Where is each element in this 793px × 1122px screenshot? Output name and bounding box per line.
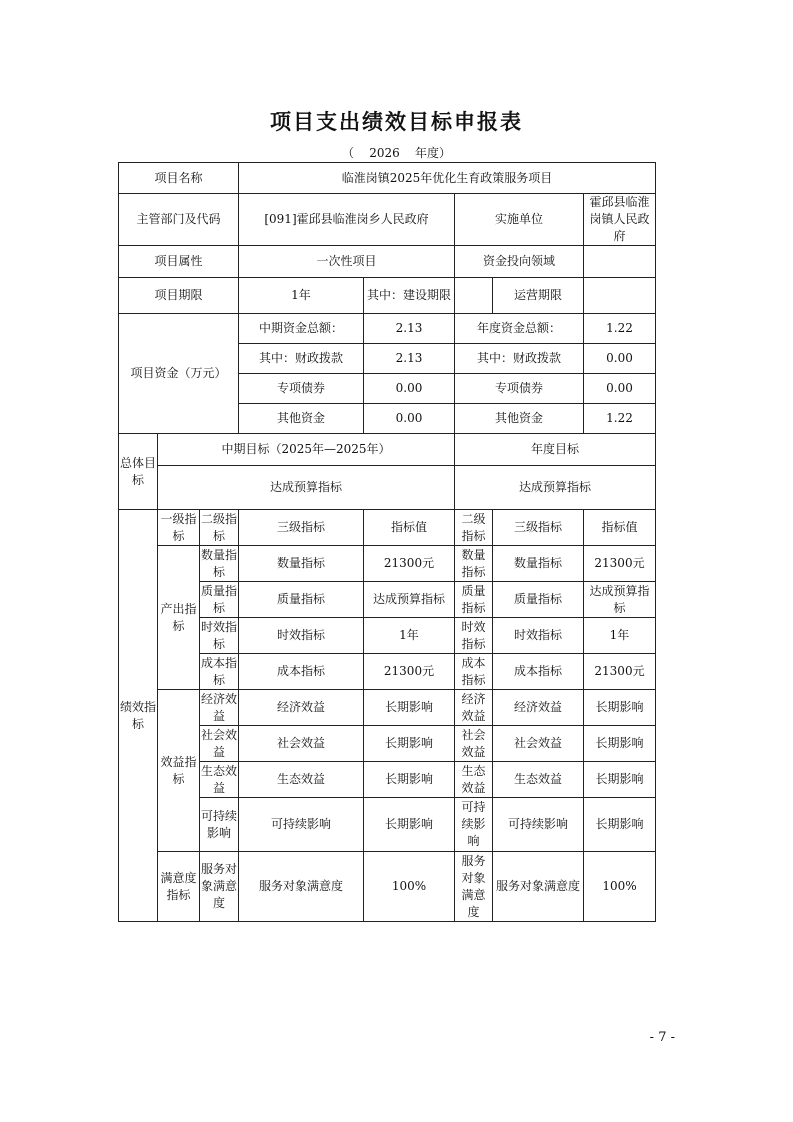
attr-value: 一次性项目 (239, 246, 455, 278)
indicator-lv2: 质量指标 (455, 582, 493, 618)
year-goal-header: 年度目标 (455, 434, 656, 466)
attr-label: 项目属性 (119, 246, 239, 278)
indicator-value: 100% (584, 852, 656, 922)
fund-mid-value: 2.13 (364, 344, 455, 374)
project-name-label: 项目名称 (119, 163, 239, 194)
indicator-lv2: 社会效益 (455, 726, 493, 762)
table-row (119, 726, 656, 762)
header-lv1: 一级指标 (158, 510, 200, 546)
indicator-value: 达成预算指标 (584, 582, 656, 618)
indicator-lv3: 可持续影响 (493, 798, 584, 852)
fund-mid-value: 0.00 (364, 374, 455, 404)
fund-year-label: 专项债券 (455, 374, 584, 404)
indicator-value: 1年 (584, 618, 656, 654)
indicator-lv3: 社会效益 (493, 726, 584, 762)
indicator-lv3: 经济效益 (493, 690, 584, 726)
indicator-lv3: 服务对象满意度 (493, 852, 584, 922)
op-period-value (584, 278, 656, 314)
performance-table (118, 162, 656, 922)
indicator-lv3: 社会效益 (239, 726, 364, 762)
group-name: 满意度指标 (158, 852, 200, 922)
indicator-value: 长期影响 (364, 762, 455, 798)
table-row (119, 582, 656, 618)
indicator-lv2: 可持续影响 (455, 798, 493, 852)
indicator-lv3: 质量指标 (239, 582, 364, 618)
table-row (119, 510, 656, 546)
page-title: 项目支出绩效目标申报表 (270, 109, 523, 134)
indicator-lv3: 时效指标 (493, 618, 584, 654)
op-period-label: 运营期限 (493, 278, 584, 314)
impl-unit-value: 霍邱县临淮岗镇人民政府 (584, 194, 656, 246)
indicator-value: 长期影响 (584, 762, 656, 798)
indicator-value: 100% (364, 852, 455, 922)
field-label: 资金投向领域 (455, 246, 584, 278)
indicator-lv3: 成本指标 (239, 654, 364, 690)
fund-year-label: 其他资金 (455, 404, 584, 434)
table-row (119, 163, 656, 194)
indicator-lv3: 数量指标 (493, 546, 584, 582)
fiscal-year: （ 2026 年度） (341, 146, 452, 160)
table-row (119, 654, 656, 690)
indicator-lv2: 生态效益 (200, 762, 239, 798)
table-row (119, 762, 656, 798)
group-name: 产出指标 (158, 546, 200, 690)
indicator-lv3: 服务对象满意度 (239, 852, 364, 922)
fund-mid-label: 其中：财政拨款 (239, 344, 364, 374)
period-value: 1年 (239, 278, 364, 314)
table-row (119, 546, 656, 582)
period-label: 项目期限 (119, 278, 239, 314)
indicator-value: 长期影响 (364, 726, 455, 762)
indicator-lv2: 成本指标 (200, 654, 239, 690)
indicator-lv2: 经济效益 (200, 690, 239, 726)
table-row (119, 690, 656, 726)
indicator-value: 长期影响 (584, 690, 656, 726)
indicator-lv3: 生态效益 (239, 762, 364, 798)
mid-goal-text: 达成预算指标 (158, 466, 455, 510)
indicator-lv2: 服务对象满意度 (200, 852, 239, 922)
dept-value: [091]霍邱县临淮岗乡人民政府 (239, 194, 455, 246)
dept-label: 主管部门及代码 (119, 194, 239, 246)
fund-year-value: 0.00 (584, 344, 656, 374)
table-row (119, 434, 656, 466)
indicator-value: 达成预算指标 (364, 582, 455, 618)
indicator-lv3: 生态效益 (493, 762, 584, 798)
indicator-lv3: 可持续影响 (239, 798, 364, 852)
indicator-lv2: 数量指标 (200, 546, 239, 582)
header-lv2: 二级指标 (455, 510, 493, 546)
indicator-lv2: 数量指标 (455, 546, 493, 582)
indicator-value: 21300元 (364, 654, 455, 690)
overall-goal-label: 总体目标 (119, 434, 158, 510)
fund-mid-label: 中期资金总额： (239, 314, 364, 344)
fund-year-value: 1.22 (584, 314, 656, 344)
project-name-value: 临淮岗镇2025年优化生育政策服务项目 (239, 163, 656, 194)
fund-year-label: 年度资金总额： (455, 314, 584, 344)
table-row (119, 278, 656, 314)
header-value: 指标值 (584, 510, 656, 546)
indicator-value: 长期影响 (584, 726, 656, 762)
indicator-lv3: 成本指标 (493, 654, 584, 690)
table-row (119, 852, 656, 922)
table-row (119, 618, 656, 654)
header-lv3: 三级指标 (493, 510, 584, 546)
indicator-lv2: 时效指标 (455, 618, 493, 654)
indicator-lv3: 时效指标 (239, 618, 364, 654)
table-row (119, 798, 656, 852)
fund-mid-label: 其他资金 (239, 404, 364, 434)
indicator-value: 长期影响 (364, 798, 455, 852)
indicator-lv2: 成本指标 (455, 654, 493, 690)
header-lv2: 二级指标 (200, 510, 239, 546)
indicator-value: 长期影响 (584, 798, 656, 852)
indicator-lv3: 质量指标 (493, 582, 584, 618)
fund-mid-value: 0.00 (364, 404, 455, 434)
indicator-value: 1年 (364, 618, 455, 654)
group-name: 效益指标 (158, 690, 200, 852)
header-value: 指标值 (364, 510, 455, 546)
indicator-lv2: 经济效益 (455, 690, 493, 726)
impl-unit-label: 实施单位 (455, 194, 584, 246)
table-row (119, 314, 656, 344)
indicator-lv2: 时效指标 (200, 618, 239, 654)
fund-year-value: 1.22 (584, 404, 656, 434)
table-row (119, 466, 656, 510)
table-row (119, 194, 656, 246)
indicator-lv2: 可持续影响 (200, 798, 239, 852)
indicator-lv3: 经济效益 (239, 690, 364, 726)
indicator-lv2: 质量指标 (200, 582, 239, 618)
field-value (584, 246, 656, 278)
year-goal-text: 达成预算指标 (455, 466, 656, 510)
table-row (119, 246, 656, 278)
indicator-value: 21300元 (584, 654, 656, 690)
funds-label: 项目资金（万元） (119, 314, 239, 434)
indicator-lv2: 生态效益 (455, 762, 493, 798)
indicator-lv3: 数量指标 (239, 546, 364, 582)
indicator-value: 长期影响 (364, 690, 455, 726)
indicator-value: 21300元 (584, 546, 656, 582)
perf-label: 绩效指标 (119, 510, 158, 922)
header-lv3: 三级指标 (239, 510, 364, 546)
fund-year-label: 其中：财政拨款 (455, 344, 584, 374)
fund-mid-label: 专项债券 (239, 374, 364, 404)
indicator-value: 21300元 (364, 546, 455, 582)
build-period-value (455, 278, 493, 314)
indicator-lv2: 服务对象满意度 (455, 852, 493, 922)
fund-mid-value: 2.13 (364, 314, 455, 344)
fund-year-value: 0.00 (584, 374, 656, 404)
page-number: - 7 - (649, 1030, 675, 1045)
mid-goal-header: 中期目标（2025年—2025年） (158, 434, 455, 466)
build-period-label: 其中：建设期限 (364, 278, 455, 314)
indicator-lv2: 社会效益 (200, 726, 239, 762)
